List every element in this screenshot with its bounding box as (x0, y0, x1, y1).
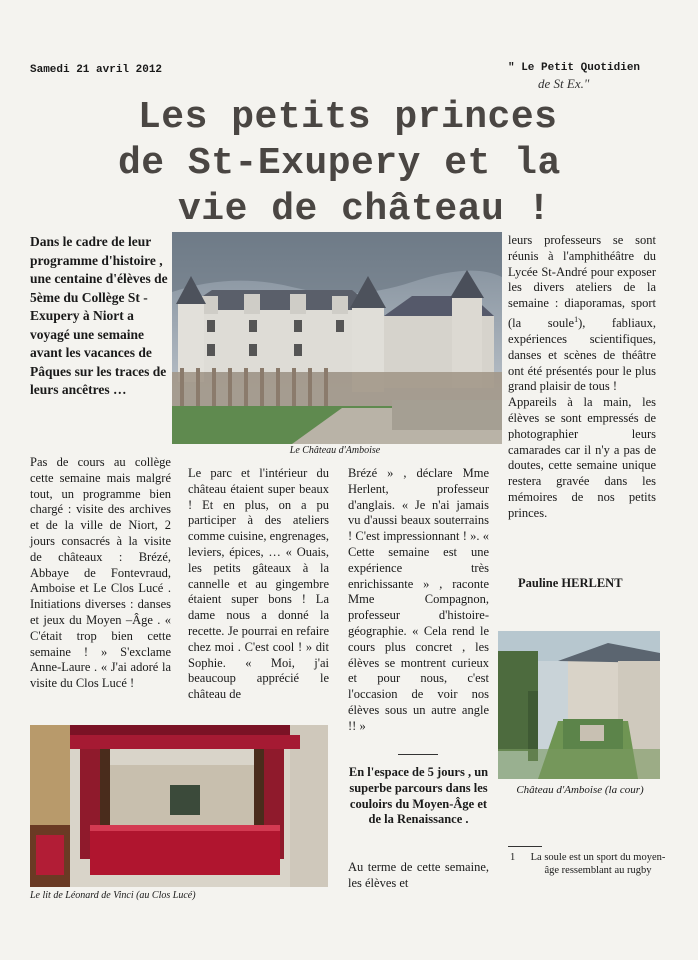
column-3-text: Brézé » , déclare Mme Herlent, professeur d'anglais. « Je n'ai jamais vu d'aussi beaux souterrains ! C'est impressionnant ! ». « Cette semaine est une expérience très enrichissante » , raconte Mme Compagnon, professeur d'histoire-géographie. « Cela rend le cours plus concret , les élèves se montrent curieux et pour nous, c'est l'occasion de voir nos élèves sous un autre angle !! » (348, 466, 489, 733)
pull-quote: En l'espace de 5 jours , un superbe parcours dans les couloirs du Moyen-Âge et de la Renaissance . (348, 765, 489, 827)
courtyard-photo (498, 631, 660, 779)
handwritten-note: de St Ex." (538, 76, 590, 91)
author-name: Pauline HERLENT (518, 576, 623, 590)
bed-caption: Le lit de Léonard de Vinci (au Clos Lucé) (30, 890, 196, 901)
column-3 (348, 466, 489, 735)
footnote-text: La soule est un sport du moyen-âge ressemblant au rugby (530, 852, 666, 876)
column-3-end: Au terme de cette semaine, les élèves et (348, 860, 489, 890)
headline-line-1: Les petits princes (138, 96, 558, 139)
article-lead: Dans le cadre de leur programme d'histoire , une centaine d'élèves de 5ème du Collège St -Exupery à Niort a voyagé une semaine avant les vacances de Pâques sur les traces de leurs ancêtres … (30, 234, 168, 397)
footnote-number: 1 (510, 852, 516, 863)
footnote (510, 851, 668, 877)
footnote-ref: 1 (574, 314, 579, 324)
column-4 (508, 233, 656, 522)
footnote-rule (508, 846, 542, 847)
column-4-text-c: Appareils à la main, les élèves se sont empressés de photographier leurs camarades car il n'y a pas de doutes, cette semaine unique restera gravée dans les mémoires de nos petits princes. (508, 395, 656, 520)
amboise-photo (172, 232, 502, 444)
bed-photo (30, 725, 328, 887)
headline-line-2: de St-Exupery et la (118, 142, 561, 185)
amboise-caption: Le Château d'Amboise (289, 445, 381, 456)
issue-date: Samedi 21 avril 2012 (30, 64, 163, 76)
column-1-text: Pas de cours au collège cette semaine mais malgré tout, un programme bien chargé : visite des archives et de la ville de Niort, 2 jours consacrés à la visite de châteaux : Brézé, Abbaye de Fontevraud, Amboise et Le Clos Lucé . Initiations diverses : danses et jeux du Moyen –Âge . « C'était trop bien cette semaine ! » S'exclame Anne-Laure . « J'ai adoré la visite du Clos Lucé ! (30, 455, 171, 691)
courtyard-caption: Château d'Amboise (la cour) (516, 784, 644, 796)
column-2-text: Le parc et l'intérieur du château étaient super beaux ! Et en plus, on a pu participer à des ateliers comme cuisine, engrenages, leviers, épices, … « Ouais, les petits gâteaux à la cannelle et au gingembre étaient super bons ! La dame nous a donné la recette. Je pourrai en refaire chez moi . C'est cool ! » dit Sophie. « Moi, j'ai beaucoup apprécié le château de (188, 466, 329, 702)
column-2 (188, 466, 329, 703)
highlight-rule (398, 754, 438, 755)
column-1 (30, 455, 171, 692)
headline-line-3: vie de château ! (178, 188, 551, 231)
newspaper-name: " Le Petit Quotidien (508, 62, 641, 74)
column-4-text-a: leurs professeurs se sont réunis à l'amphithéâtre du Lycée St-André pour exposer les divers ateliers de la semaine : diaporamas, sport (la soule (508, 233, 656, 331)
column-4-text-b: ), fabliaux, expériences scientifiques, danses et scènes de théâtre ont été présentés pour le plus grand plaisir de tous ! (508, 316, 656, 394)
